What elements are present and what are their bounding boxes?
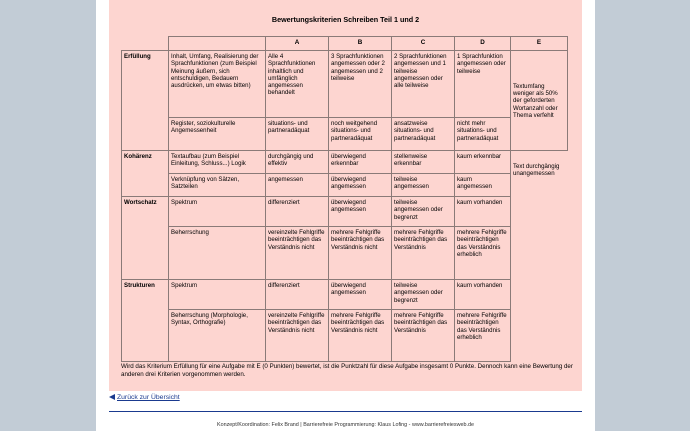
level-c-cell: stellenweise erkennbar: [392, 151, 455, 174]
table-row: [122, 118, 568, 151]
level-a-cell: angemessen: [266, 174, 329, 197]
level-b-cell: überwiegend erkennbar: [329, 151, 392, 174]
level-c-cell: teilweise angemessen: [392, 174, 455, 197]
level-a-cell: vereinzelte Fehlgriffe beeinträchtigen das Verständnis nicht: [266, 227, 329, 280]
level-c-cell: teilweise angemessen oder begrenzt: [392, 197, 455, 227]
table-row: [122, 197, 568, 227]
level-d-cell: kaum erkennbar: [455, 151, 511, 174]
table-row: [122, 51, 568, 118]
level-b-cell: überwiegend angemessen: [329, 174, 392, 197]
footer-divider: [109, 411, 582, 412]
level-d-cell: nicht mehr situations- und partneradäquat: [455, 118, 511, 151]
header-d: D: [455, 37, 511, 51]
header-e: E: [511, 37, 568, 51]
level-e-cell: Text durchgängig unangemessen: [513, 163, 560, 178]
criteria-panel: [109, 0, 582, 391]
level-b-cell: 3 Sprachfunktionen angemessen oder 2 angemessen und 2 teilweise: [329, 51, 392, 118]
level-c-cell: teilweise angemessen oder begrenzt: [392, 280, 455, 310]
header-a: A: [266, 37, 329, 51]
table-row: [122, 280, 568, 310]
level-a-cell: Alle 4 Sprachfunktionen inhaltlich und umfänglich angemessen behandelt: [266, 51, 329, 118]
level-a-cell: situations- und partneradäquat: [266, 118, 329, 151]
level-e-cell: Textumfang weniger als 50% der geforderten Wortanzahl oder Thema verfehlt: [511, 51, 568, 151]
criterion-wortschatz: Wortschatz: [122, 197, 169, 280]
footer-credits: Konzept/Koordination: Felix Brand | Barrierefreie Programmierung: Klaus Lofing - www.barrierefreiesweb.de: [217, 422, 474, 428]
level-a-cell: vereinzelte Fehlgriffe beeinträchtigen das Verständnis nicht: [266, 310, 329, 362]
level-c-cell: mehrere Fehlgriffe beeinträchtigen das Verständnis: [392, 310, 455, 362]
level-d-cell: kaum vorhanden: [455, 280, 511, 310]
subcriterion-cell: Spektrum: [169, 197, 266, 227]
page-title: Bewertungskriterien Schreiben Teil 1 und 2: [271, 15, 420, 24]
subcriterion-cell: Textaufbau (zum Beispiel Einleitung, Schluss...) Logik: [169, 151, 266, 174]
header-b: B: [329, 37, 392, 51]
table-row: [122, 310, 568, 362]
criterion-strukturen: Strukturen: [122, 280, 169, 362]
back-link[interactable]: [109, 394, 180, 401]
subcriterion-cell: Beherrschung: [169, 227, 266, 280]
table-row: [122, 227, 568, 280]
level-b-cell: mehrere Fehlgriffe beeinträchtigen das Verständnis nicht: [329, 310, 392, 362]
back-link-label: Zurück zur Übersicht: [117, 394, 180, 401]
level-c-cell: 2 Sprachfunktionen angemessen und 1 teilweise angemessen oder alle teilweise: [392, 51, 455, 118]
level-b-cell: mehrere Fehlgriffe beeinträchtigen das Verständnis nicht: [329, 227, 392, 280]
level-d-cell: 1 Sprachfunktion angemessen oder teilweise: [455, 51, 511, 118]
subcriterion-cell: Inhalt, Umfang, Realisierung der Sprachfunktionen (zum Beispiel Meinung äußern, sich entschuldigen, Bedauern ausdrücken, um etwas bitten): [169, 51, 266, 118]
subcriterion-cell: Beherrschung (Morphologie, Syntax, Orthografie): [169, 310, 266, 362]
header-blank: [122, 37, 169, 51]
table-row: [122, 174, 568, 197]
table-header-row: [122, 37, 568, 51]
subcriterion-cell: Spektrum: [169, 280, 266, 310]
criterion-erfuellung: Erfüllung: [122, 51, 169, 151]
level-a-cell: durchgängig und effektiv: [266, 151, 329, 174]
level-d-cell: kaum angemessen: [455, 174, 511, 197]
level-c-cell: mehrere Fehlgriffe beeinträchtigen das Verständnis: [392, 227, 455, 280]
level-b-cell: überwiegend angemessen: [329, 280, 392, 310]
content-page: [96, 0, 595, 431]
table-row: [122, 151, 568, 174]
level-d-cell: mehrere Fehlgriffe beeinträchtigen das Verständnis erheblich: [455, 227, 511, 280]
header-subcriterion: [169, 37, 266, 51]
arrow-left-icon: [109, 394, 115, 400]
scoring-note: Wird das Kriterium Erfüllung für eine Aufgabe mit E (0 Punkten) bewertet, ist die Punktzahl für diese Aufgabe insgesamt 0 Punkte. Dennoch kann eine Bewertung der anderen drei Kriterien vorgenommen werden.: [121, 363, 573, 378]
subcriterion-cell: Verknüpfung von Sätzen, Satzteilen: [169, 174, 266, 197]
criterion-kohaerenz: Kohärenz: [122, 151, 169, 197]
level-a-cell: differenziert: [266, 280, 329, 310]
level-a-cell: differenziert: [266, 197, 329, 227]
level-d-cell: kaum vorhanden: [455, 197, 511, 227]
criteria-table: [121, 36, 568, 362]
subcriterion-cell: Register, soziokulturelle Angemessenheit: [169, 118, 266, 151]
level-b-cell: überwiegend angemessen: [329, 197, 392, 227]
level-b-cell: noch weitgehend situations- und partneradäquat: [329, 118, 392, 151]
level-d-cell: mehrere Fehlgriffe beeinträchtigen das Verständnis erheblich: [455, 310, 511, 362]
header-c: C: [392, 37, 455, 51]
level-c-cell: ansatzweise situations- und partneradäquat: [392, 118, 455, 151]
